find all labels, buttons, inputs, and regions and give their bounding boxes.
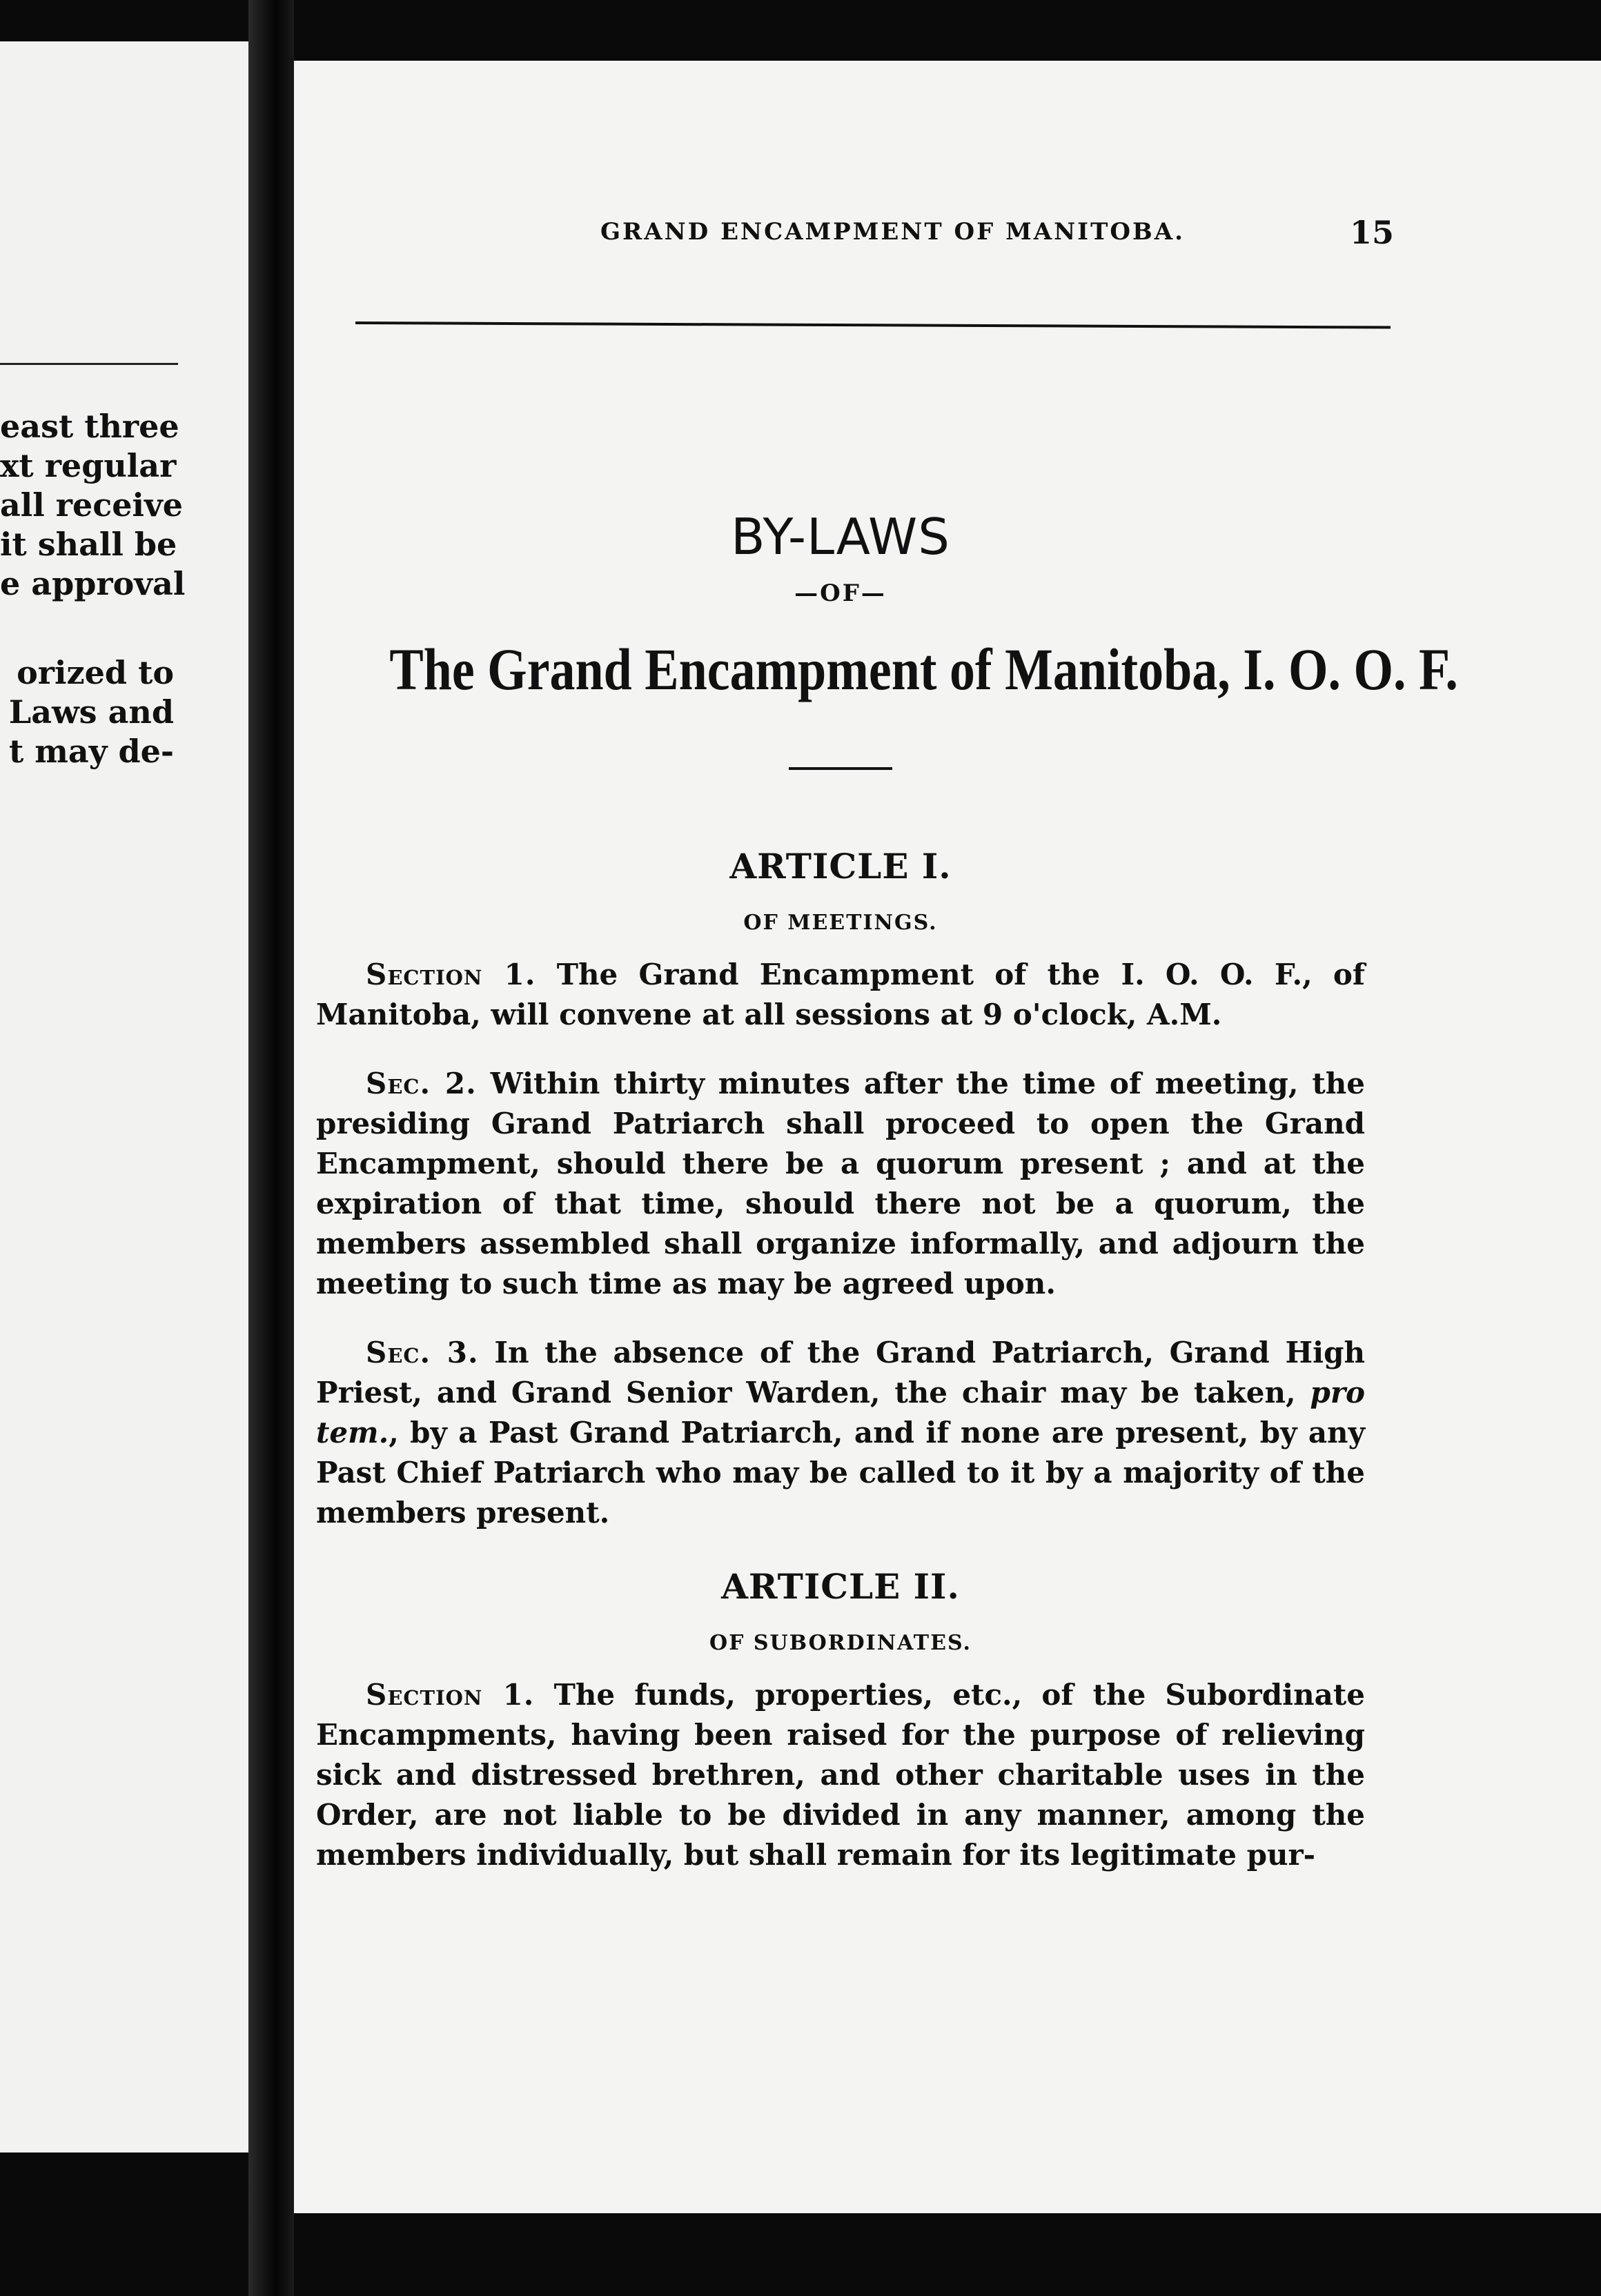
section-label: Section 1. <box>366 958 536 991</box>
facing-line: xt regular <box>0 447 177 484</box>
page-content <box>316 504 1458 1904</box>
facing-line: e approval <box>0 565 186 602</box>
section-text: , by a Past Grand Patriarch, and if none are present, by any Past Chief Patriarch who may be called to it by a majority of the members present. <box>316 1416 1365 1530</box>
section-paragraph <box>316 1675 1365 1875</box>
section-paragraph <box>316 1333 1365 1533</box>
facing-line: Laws and <box>8 693 174 731</box>
facing-line: t may de- <box>8 733 174 770</box>
facing-page-text <box>0 407 186 771</box>
facing-line: all receive <box>0 486 184 524</box>
article-title: ARTICLE II. <box>721 1566 960 1607</box>
facing-line <box>0 604 174 653</box>
section-italic-text: pro tem. <box>316 1376 1365 1449</box>
facing-page <box>0 41 251 2152</box>
section-label: Section 1. <box>366 1678 535 1712</box>
section-text: In the absence of the Grand Patriarch, Grand High Priest, and Grand Senior Warden, the chair may be taken, <box>316 1336 1366 1409</box>
section-label: Sec. 2. <box>366 1067 477 1100</box>
facing-page-rule <box>0 363 178 365</box>
section-text: The funds, properties, etc., of the Subordinate Encampments, having been raised for the purpose of relieving sick and distressed brethren, and other charitable uses in the Order, are not liable to be divided in any manner, among the members individually, but shall remain for its legitimate pur- <box>316 1678 1365 1872</box>
section-text: Within thirty minutes after the time of meeting, the presiding Grand Patriarch shall proceed to open the Grand Encampment, should there be a quorum present ; and at the expiration of that time, should there not be a quorum, the members assembled shall organize informally, and adjourn the meeting to such time as may be agreed upon. <box>316 1067 1366 1300</box>
section-text: The Grand Encampment of the I. O. O. F., of Manitoba, will convene at all sessions at 9 o'clock, A.M. <box>316 958 1366 1031</box>
facing-line: it shall be <box>0 526 177 563</box>
title-of: —OF— <box>794 580 887 607</box>
organization-title: The Grand Encampment of Manitoba, I. O. O. F. <box>389 636 1458 702</box>
section-paragraph <box>316 955 1365 1035</box>
page-header <box>304 214 1394 259</box>
facing-line: east three <box>0 408 179 445</box>
section-label: Sec. 3. <box>366 1336 479 1369</box>
book-gutter <box>248 0 294 2296</box>
page-title: BY-LAWS <box>731 508 950 566</box>
title-divider <box>789 767 892 770</box>
section-paragraph <box>316 1064 1365 1304</box>
facing-line: orized to <box>17 654 174 691</box>
article-subtitle: OF SUBORDINATES. <box>709 1631 972 1655</box>
page-number: 15 <box>1349 214 1394 251</box>
article-title: ARTICLE I. <box>729 846 952 887</box>
running-head: GRAND ENCAMPMENT OF MANITOBA. <box>600 218 1185 246</box>
article-subtitle: OF MEETINGS. <box>743 911 938 935</box>
